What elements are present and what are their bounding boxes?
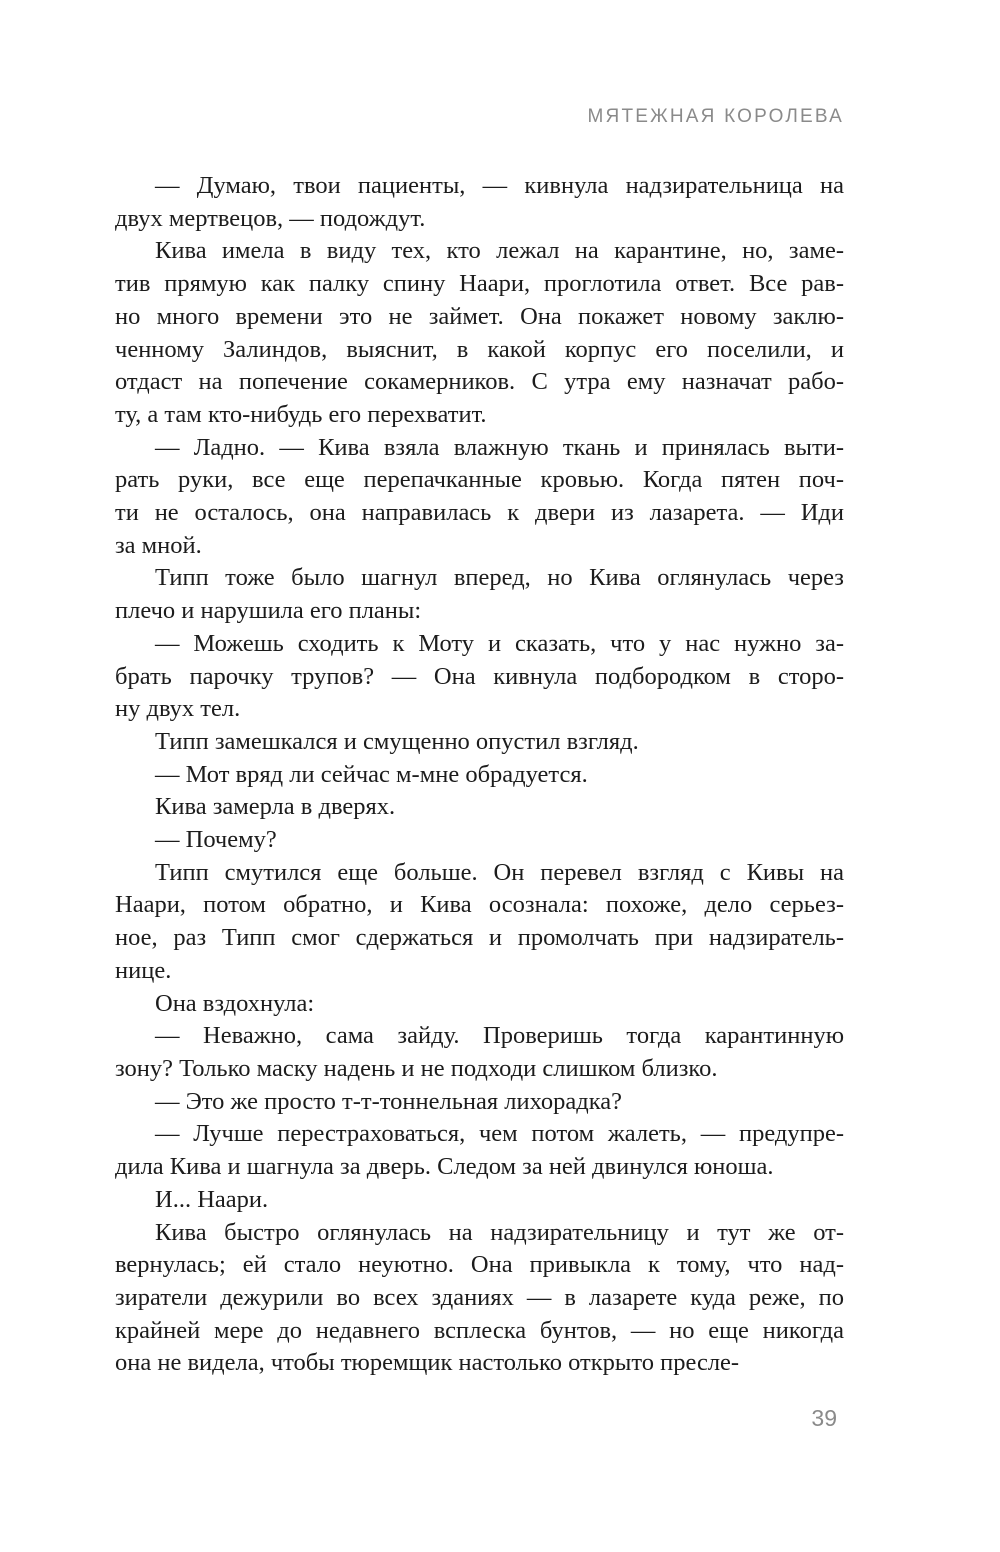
text-line: плечо и нарушила его планы: <box>115 597 422 625</box>
text-line: ти не осталось, она направилась к двери из лазарета. — Иди <box>115 499 844 527</box>
text-line: дила Кива и шагнула за дверь. Следом за ней двинулся юноша. <box>115 1153 774 1181</box>
paragraph <box>115 432 844 563</box>
text-line: зону? Только маску надень и не подходи слишком близко. <box>115 1054 718 1082</box>
body-text <box>115 170 844 1380</box>
text-line: — Неважно, сама зайду. Проверишь тогда карантинную <box>155 1022 844 1050</box>
text-line: нице. <box>115 956 172 984</box>
text-line: — Почему? <box>155 826 277 854</box>
running-header: МЯТЕЖНАЯ КОРОЛЕВА <box>587 106 844 127</box>
text-line: ну двух тел. <box>115 695 241 723</box>
paragraph <box>115 857 844 988</box>
text-line: Кива быстро оглянулась на надзирательницу и тут же от- <box>155 1218 844 1246</box>
page-number: 39 <box>811 1405 837 1431</box>
text-line: Наари, потом обратно, и Кива осознала: похоже, дело серьез- <box>115 891 844 919</box>
text-line: — Мот вряд ли сейчас м-мне обрадуется. <box>155 760 588 788</box>
text-line: Она вздохнула: <box>155 989 315 1017</box>
paragraph <box>115 170 844 235</box>
text-line: — Можешь сходить к Моту и сказать, что у нас нужно за- <box>155 629 844 657</box>
text-line: за мной. <box>115 531 202 559</box>
paragraph <box>115 1118 844 1183</box>
text-line: брать парочку трупов? — Она кивнула подбородком в сторо- <box>115 662 844 690</box>
paragraph <box>115 1086 844 1119</box>
paragraph <box>115 628 844 726</box>
paragraph <box>115 726 844 759</box>
text-line: Типп смутился еще больше. Он перевел взгляд с Кивы на <box>155 858 844 886</box>
text-line: вернулась; ей стало неуютно. Она привыкла к тому, что над- <box>115 1251 844 1279</box>
text-line: она не видела, чтобы тюремщик настолько открыто пресле- <box>115 1349 740 1377</box>
text-line: крайней мере до недавнего всплеска бунтов, — но еще никогда <box>115 1316 844 1344</box>
text-line: зиратели дежурили во всех зданиях — в лазарете куда реже, по <box>115 1283 844 1311</box>
paragraph <box>115 988 844 1021</box>
text-line: Кива замерла в дверях. <box>155 793 396 821</box>
text-line: двух мертвецов, — подождут. <box>115 204 426 232</box>
text-line: Типп замешкался и смущенно опустил взгляд. <box>155 727 639 755</box>
paragraph <box>115 1184 844 1217</box>
text-line: — Лучше перестраховаться, чем потом жалеть, — предупре- <box>155 1120 844 1148</box>
text-line: рать руки, все еще перепачканные кровью. Когда пятен поч- <box>115 466 844 494</box>
text-line: ту, а там кто-нибудь его перехватит. <box>115 400 487 428</box>
text-line: но много времени это не займет. Она покажет новому заклю- <box>115 302 844 330</box>
text-line: ное, раз Типп смог сдержаться и промолчать при надзиратель- <box>115 924 844 952</box>
paragraph <box>115 562 844 627</box>
text-line: — Это же просто т-т-тоннельная лихорадка? <box>155 1087 623 1115</box>
paragraph <box>115 1217 844 1381</box>
paragraph <box>115 824 844 857</box>
paragraph <box>115 759 844 792</box>
text-line: отдаст на попечение сокамерников. С утра ему назначат рабо- <box>115 368 844 396</box>
text-line: ченному Залиндов, выяснит, в какой корпус его поселили, и <box>115 335 844 363</box>
text-line: — Ладно. — Кива взяла влажную ткань и принялась выти- <box>155 433 844 461</box>
paragraph <box>115 791 844 824</box>
paragraph <box>115 1020 844 1085</box>
text-line: тив прямую как палку спину Наари, проглотила ответ. Все рав- <box>115 270 844 298</box>
text-line: Кива имела в виду тех, кто лежал на карантине, но, заме- <box>155 237 844 265</box>
paragraph <box>115 235 844 431</box>
text-line: — Думаю, твои пациенты, — кивнула надзирательница на <box>155 172 844 199</box>
text-line: И... Наари. <box>155 1185 269 1213</box>
text-line: Типп тоже было шагнул вперед, но Кива оглянулась через <box>155 564 844 592</box>
